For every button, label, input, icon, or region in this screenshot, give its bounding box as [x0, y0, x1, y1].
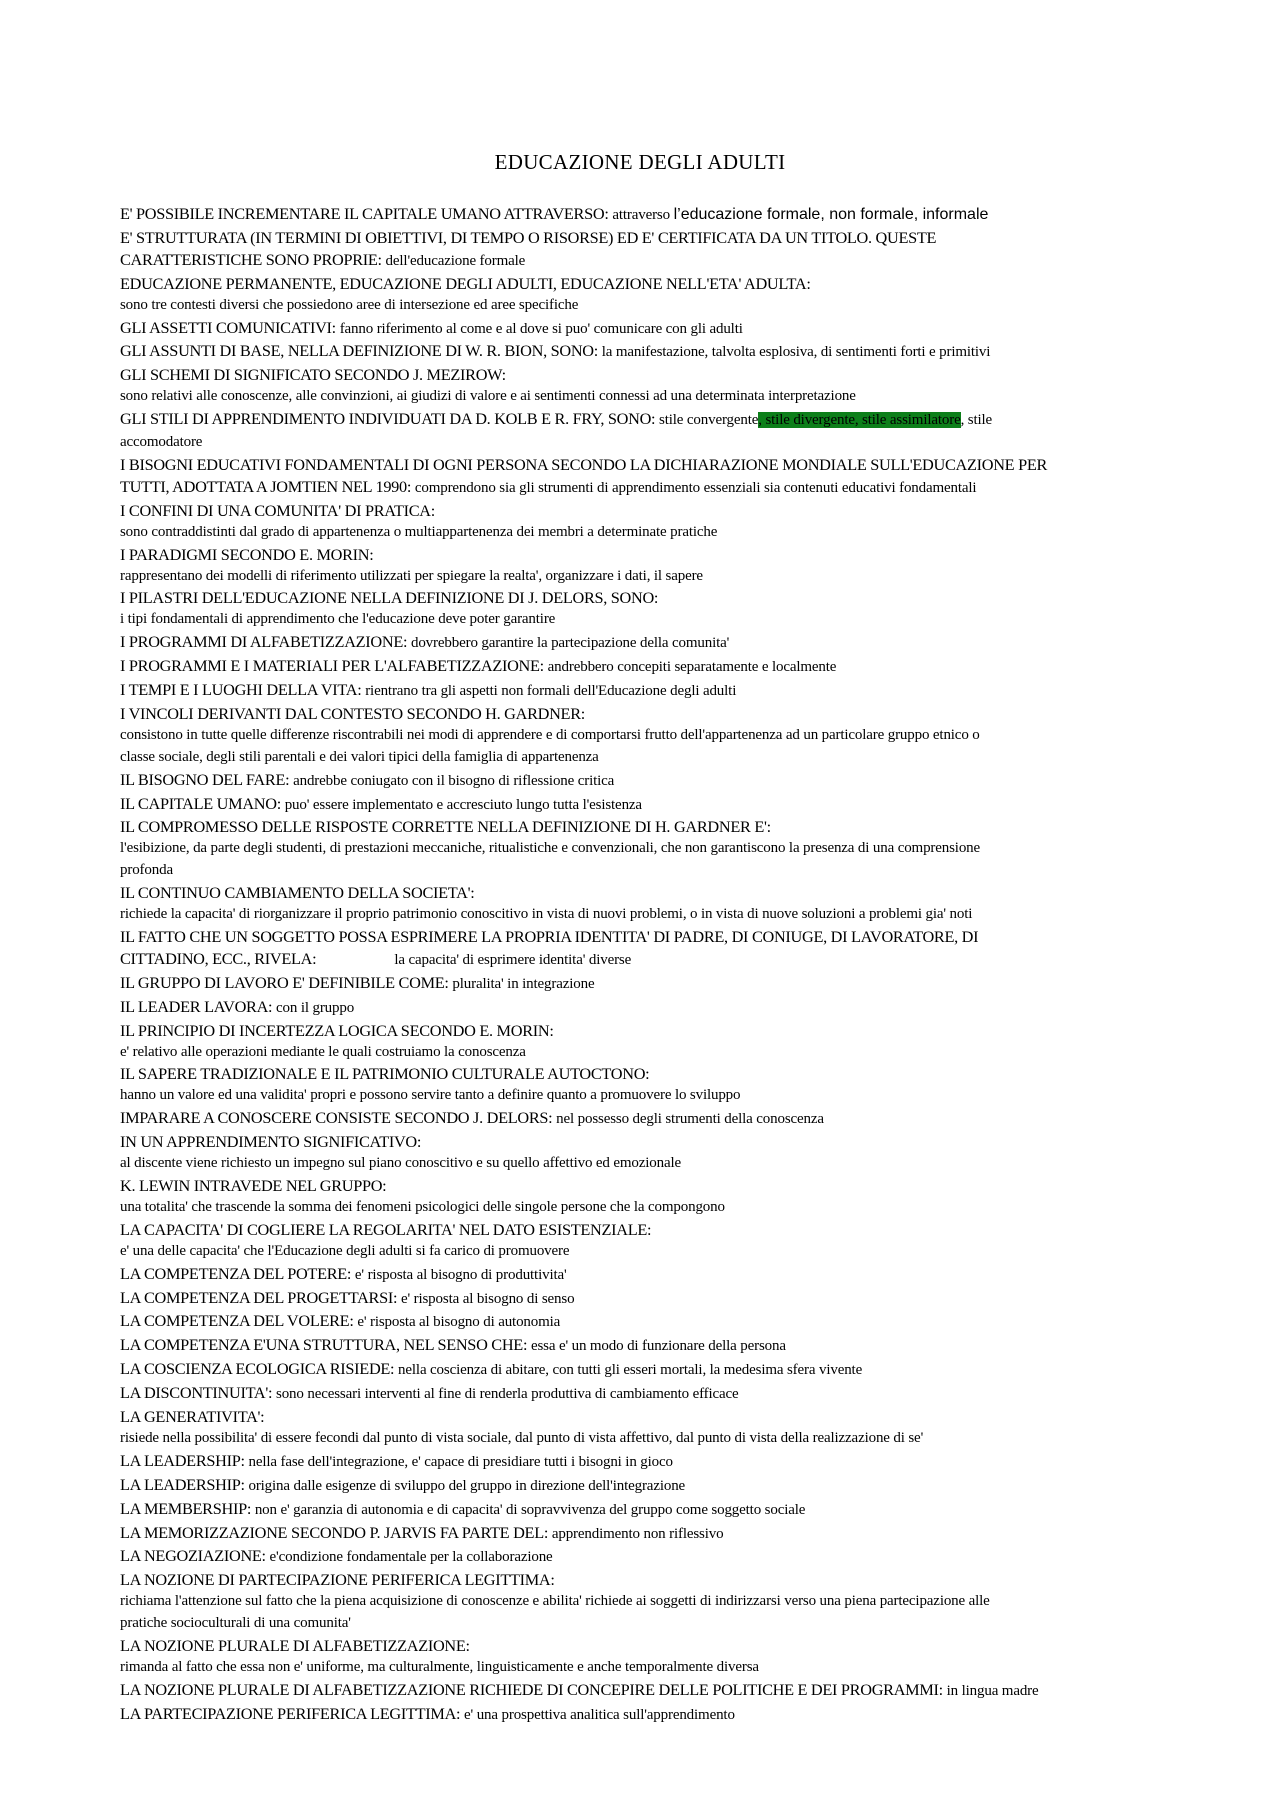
answer: essa e' un modo di funzionare della persona [530, 1338, 786, 1355]
question: LA LEADERSHIP: [120, 1450, 249, 1470]
text-line [120, 317, 1160, 341]
answer: fanno riferimento al come e al dove si puo' comunicare con gli adulti [339, 320, 743, 337]
text-line [120, 1310, 1160, 1334]
text-line [120, 1679, 1160, 1703]
text-line: IL CONTINUO CAMBIAMENTO DELLA SOCIETA': [120, 883, 475, 903]
text-line: richiede la capacita' di riorganizzare il proprio patrimonio conoscitivo in vista di nuovi problemi, o in vista di nuove soluzioni a problemi gia' noti [120, 906, 973, 923]
question: LA MEMBERSHIP: [120, 1498, 255, 1518]
text-line: I CONFINI DI UNA COMUNITA' DI PRATICA: [120, 500, 435, 520]
answer-sans: l’educazione formale, non formale, informale [673, 206, 989, 223]
text-line: pratiche socioculturali di una comunita' [120, 1615, 351, 1632]
answer: e' una prospettiva analitica sull'apprendimento [464, 1706, 735, 1723]
text-line [120, 679, 1160, 703]
answer: comprendono sia gli strumenti di apprendimento essenziali sia contenuti educativi fondamentali [414, 479, 977, 496]
question: LA DISCONTINUITA': [120, 1383, 277, 1403]
text-line [120, 1263, 1160, 1287]
answer: , stile [960, 412, 993, 429]
text-line [120, 1287, 1160, 1311]
text-line [120, 631, 1160, 655]
text-line [120, 996, 1160, 1020]
text-line: LA NOZIONE PLURALE DI ALFABETIZZAZIONE: [120, 1636, 470, 1656]
text-line [120, 1522, 1160, 1546]
question: TUTTI, ADOTTATA A JOMTIEN NEL 1990: [120, 476, 415, 496]
text-line [120, 1498, 1160, 1522]
answer: nel possesso degli strumenti della conoscenza [556, 1111, 824, 1128]
highlighted-text: , stile divergente, stile assimilatore [758, 412, 961, 429]
question: IL BISOGNO DEL FARE: [120, 769, 294, 789]
text-line: richiama l'attenzione sul fatto che la piena acquisizione di conoscenze e abilita' richiede ai soggetti di indirizzarsi verso una piena partecipazione alle [120, 1593, 990, 1610]
question: GLI ASSUNTI DI BASE, NELLA DEFINIZIONE DI W. R. BION, SONO: [120, 341, 602, 361]
text-line: sono tre contesti diversi che possiedono aree di intersezione ed aree specifiche [120, 296, 579, 313]
text-line: risiede nella possibilita' di essere fecondi dal punto di vista sociale, dal punto di vista affettivo, dal punto di vista della realizzazione di se' [120, 1429, 924, 1446]
question: LA COMPETENZA DEL VOLERE: [120, 1311, 358, 1331]
text-line: I PARADIGMI SECONDO E. MORIN: [120, 544, 374, 564]
text-line: i tipi fondamentali di apprendimento che l'educazione deve poter garantire [120, 611, 556, 628]
question: LA MEMORIZZAZIONE SECONDO P. JARVIS FA PARTE DEL: [120, 1522, 552, 1542]
answer: nella coscienza di abitare, con tutti gli esseri mortali, la medesima sfera vivente [398, 1362, 863, 1379]
question: LA COSCIENZA ECOLOGICA RISIEDE: [120, 1359, 399, 1379]
question: LA COMPETENZA DEL PROGETTARSI: [120, 1287, 401, 1307]
answer: rientrano tra gli aspetti non formali dell'Educazione degli adulti [365, 683, 737, 700]
answer: la manifestazione, talvolta esplosiva, di sentimenti forti e primitivi [601, 344, 991, 361]
answer: origina dalle esigenze di sviluppo del gruppo in direzione dell'integrazione [248, 1477, 686, 1494]
answer: in lingua madre [946, 1682, 1039, 1699]
text-line: IL SAPERE TRADIZIONALE E IL PATRIMONIO CULTURALE AUTOCTONO: [120, 1064, 650, 1084]
answer: dell'educazione formale [385, 252, 526, 269]
question: IL GRUPPO DI LAVORO E' DEFINIBILE COME: [120, 972, 453, 992]
text-line: una totalita' che trascende la somma dei fenomeni psicologici delle singole persone che la compongono [120, 1198, 725, 1215]
text-line [120, 1545, 1160, 1569]
question: IL LEADER LAVORA: [120, 996, 277, 1016]
answer: e' risposta al bisogno di senso [400, 1290, 575, 1307]
question: LA NEGOZIAZIONE: [120, 1546, 270, 1566]
text-line: LA NOZIONE DI PARTECIPAZIONE PERIFERICA LEGITTIMA: [120, 1570, 555, 1590]
question: LA NOZIONE PLURALE DI ALFABETIZZAZIONE RICHIEDE DI CONCEPIRE DELLE POLITICHE E DEI PROGRAMMI: [120, 1679, 947, 1699]
answer: attraverso [612, 207, 674, 223]
text-line: sono relativi alle conoscenze, alle convinzioni, ai giudizi di valore e ai sentimenti connessi ad una determinata interpretazione [120, 388, 856, 405]
question: LA LEADERSHIP: [120, 1474, 249, 1494]
text-line: GLI SCHEMI DI SIGNIFICATO SECONDO J. MEZIROW: [120, 365, 506, 385]
answer: sono necessari interventi al fine di renderla produttiva di cambiamento efficace [276, 1386, 739, 1403]
text-line: IL PRINCIPIO DI INCERTEZZA LOGICA SECONDO E. MORIN: [120, 1020, 554, 1040]
text-line: e' relativo alle operazioni mediante le quali costruiamo la conoscenza [120, 1043, 526, 1060]
answer: nella fase dell'integrazione, e' capace di presidiare tutti i bisogni in gioco [248, 1453, 673, 1470]
text-line: I PILASTRI DELL'EDUCAZIONE NELLA DEFINIZIONE DI J. DELORS, SONO: [120, 588, 659, 608]
answer: andrebbe coniugato con il bisogno di riflessione critica [293, 772, 615, 789]
question: GLI STILI DI APPRENDIMENTO INDIVIDUATI DA D. KOLB E R. FRY, SONO: [120, 409, 660, 429]
document-title: EDUCAZIONE DEGLI ADULTI [494, 150, 786, 174]
text-line: consistono in tutte quelle differenze riscontrabili nei modi di apprendere e di comportarsi frutto dell'appartenenza ad un particolare gruppo etnico o [120, 726, 980, 743]
text-line: sono contraddistinti dal grado di appartenenza o multiappartenenza dei membri a determinate pratiche [120, 523, 718, 540]
text-line [120, 1107, 1160, 1131]
text-line [120, 769, 1160, 793]
text-line: rappresentano dei modelli di riferimento utilizzati per spiegare la realta', organizzare i dati, il sapere [120, 567, 703, 584]
text-line [120, 1450, 1160, 1474]
answer: pluralita' in integrazione [452, 975, 595, 992]
text-line: EDUCAZIONE PERMANENTE, EDUCAZIONE DEGLI ADULTI, EDUCAZIONE NELL'ETA' ADULTA: [120, 273, 811, 293]
question: I PROGRAMMI DI ALFABETIZZAZIONE: [120, 632, 411, 652]
answer: stile convergente [659, 412, 759, 429]
question: I PROGRAMMI E I MATERIALI PER L'ALFABETIZZAZIONE: [120, 656, 548, 676]
text-line: accomodatore [120, 434, 203, 451]
text-line [120, 1334, 1160, 1358]
text-line [120, 408, 1160, 432]
question: LA PARTECIPAZIONE PERIFERICA LEGITTIMA: [120, 1703, 465, 1723]
text-line [120, 1382, 1160, 1406]
question: GLI ASSETTI COMUNICATIVI: [120, 317, 340, 337]
text-line: al discente viene richiesto un impegno sul piano conoscitivo e su quello affettivo ed emozionale [120, 1155, 681, 1172]
text-line: IL COMPROMESSO DELLE RISPOSTE CORRETTE NELLA DEFINIZIONE DI H. GARDNER E': [120, 817, 771, 837]
text-line: I BISOGNI EDUCATIVI FONDAMENTALI DI OGNI PERSONA SECONDO LA DICHIARAZIONE MONDIALE SULL'EDUCAZIONE PER [120, 454, 1048, 474]
question: I TEMPI E I LUOGHI DELLA VITA: [120, 680, 366, 700]
text-line [120, 655, 1160, 679]
answer: puo' essere implementato e accresciuto lungo tutta l'esistenza [284, 796, 642, 813]
question: E' POSSIBILE INCREMENTARE IL CAPITALE UMANO ATTRAVERSO: [120, 204, 613, 223]
text-line [120, 476, 1160, 500]
text-line: rimanda al fatto che essa non e' uniforme, ma culturalmente, linguisticamente e anche temporalmente diversa [120, 1659, 759, 1675]
document-body [120, 203, 1160, 1727]
answer: dovrebbero garantire la partecipazione della comunita' [410, 635, 730, 652]
answer: e' risposta al bisogno di autonomia [357, 1314, 561, 1331]
text-line: IL FATTO CHE UN SOGGETTO POSSA ESPRIMERE LA PROPRIA IDENTITA' DI PADRE, DI CONIUGE, DI LAVORATORE, DI [120, 927, 979, 946]
text-line: I VINCOLI DERIVANTI DAL CONTESTO SECONDO H. GARDNER: [120, 703, 585, 723]
text-line: IN UN APPRENDIMENTO SIGNIFICATIVO: [120, 1132, 422, 1152]
text-line: e' una delle capacita' che l'Educazione degli adulti si fa carico di promuovere [120, 1242, 570, 1259]
text-line: l'esibizione, da parte degli studenti, di prestazioni meccaniche, ritualistiche e convenzionali, che non garantiscono la presenza di una comprensione [120, 840, 981, 857]
answer: andrebbero concepiti separatamente e localmente [547, 659, 837, 676]
text-line [120, 948, 1160, 972]
text-line [120, 203, 1160, 227]
text-line: LA CAPACITA' DI COGLIERE LA REGOLARITA' NEL DATO ESISTENZIALE: [120, 1219, 652, 1239]
text-line [120, 972, 1160, 996]
question: LA COMPETENZA DEL POTERE: [120, 1263, 355, 1283]
answer: apprendimento non riflessivo [551, 1525, 724, 1542]
text-line [120, 1358, 1160, 1382]
text-line: profonda [120, 862, 173, 879]
answer: e' risposta al bisogno di produttivita' [354, 1266, 567, 1283]
text-line [120, 793, 1160, 817]
text-line: classe sociale, degli stili parentali e dei valori tipici della famiglia di appartenenza [120, 748, 599, 765]
question: CARATTERISTICHE SONO PROPRIE: [120, 249, 386, 269]
answer: la capacita' di esprimere identita' diverse [394, 951, 632, 968]
text-line [120, 249, 1160, 273]
text-line [120, 1703, 1160, 1727]
question: IMPARARE A CONOSCERE CONSISTE SECONDO J. DELORS: [120, 1108, 557, 1128]
text-line: K. LEWIN INTRAVEDE NEL GRUPPO: [120, 1175, 387, 1195]
text-line [120, 340, 1160, 364]
text-line [120, 1474, 1160, 1498]
question: CITTADINO, ECC., RIVELA: [120, 948, 317, 968]
text-line: E' STRUTTURATA (IN TERMINI DI OBIETTIVI, DI TEMPO O RISORSE) ED E' CERTIFICATA DA UN TITOLO. QUESTE [120, 227, 937, 247]
question: LA COMPETENZA E'UNA STRUTTURA, NEL SENSO CHE: [120, 1335, 531, 1355]
text-line: hanno un valore ed una validita' propri e possono servire tanto a definire quanto a promuovere lo sviluppo [120, 1087, 741, 1104]
answer: e'condizione fondamentale per la collaborazione [269, 1549, 553, 1566]
answer: non e' garanzia di autonomia e di capacita' di sopravvivenza del gruppo come soggetto sociale [254, 1501, 806, 1518]
answer: con il gruppo [276, 999, 355, 1016]
question: IL CAPITALE UMANO: [120, 793, 285, 813]
text-line: LA GENERATIVITA': [120, 1407, 265, 1427]
